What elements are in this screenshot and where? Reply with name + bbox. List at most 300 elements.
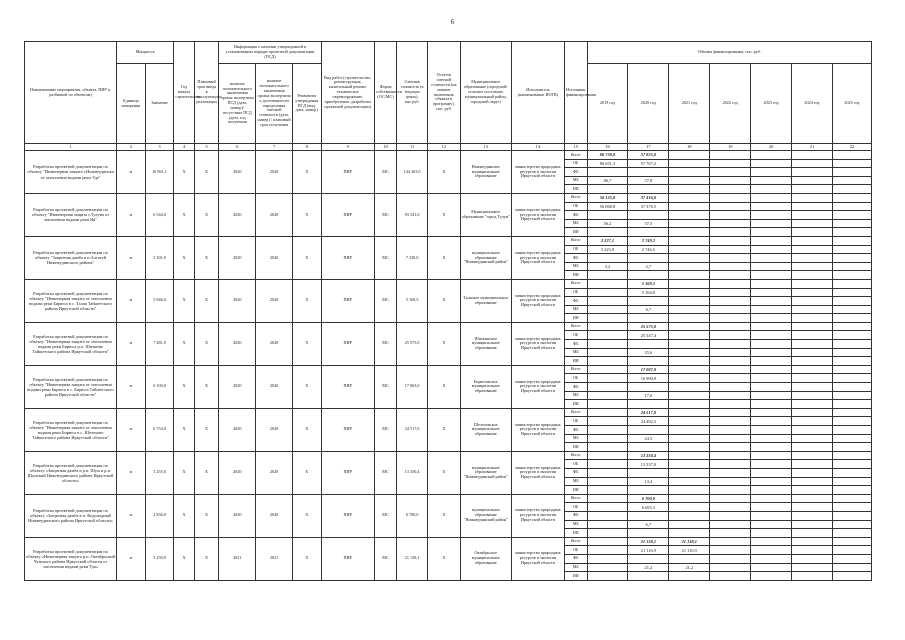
amount-2023 bbox=[751, 262, 792, 271]
table-row bbox=[25, 494, 872, 503]
row-ownership: МС bbox=[374, 322, 397, 365]
amount-2021 bbox=[669, 520, 710, 529]
column-number: 15 bbox=[565, 144, 588, 151]
amount-2025 bbox=[832, 434, 871, 443]
amount-2025 bbox=[832, 262, 871, 271]
row-funding-source: ИИ bbox=[565, 228, 588, 237]
row-name: Разработка проектной документации по объекту «Защитная дамба в п. Водопадный Нижнеудинского района Иркутской области» bbox=[25, 494, 117, 537]
amount-2021 bbox=[669, 374, 710, 383]
column-number: 9 bbox=[321, 144, 374, 151]
amount-2020: 2 746,5 bbox=[628, 245, 669, 254]
amount-2020: 57,8 bbox=[628, 176, 669, 185]
row-ownership: МС bbox=[374, 537, 397, 580]
amount-2025 bbox=[832, 460, 871, 469]
row-funding-source: ФБ bbox=[565, 383, 588, 392]
amount-2022 bbox=[710, 451, 751, 460]
amount-2024 bbox=[792, 451, 833, 460]
row-funding-source: ФБ bbox=[565, 511, 588, 520]
row-work-type: ПИР bbox=[321, 494, 374, 537]
amount-2022 bbox=[710, 546, 751, 555]
amount-2023 bbox=[751, 297, 792, 306]
row-funding-source: ИИ bbox=[565, 357, 588, 366]
amount-2019 bbox=[587, 365, 628, 374]
amount-2019 bbox=[587, 288, 628, 297]
amount-2019 bbox=[587, 451, 628, 460]
row-funding-source: ИИ bbox=[565, 572, 588, 581]
amount-2024 bbox=[792, 494, 833, 503]
amount-2019 bbox=[587, 546, 628, 555]
amount-2025 bbox=[832, 383, 871, 392]
row-value: 6 100,0 bbox=[145, 365, 174, 408]
row-ownership: МС bbox=[374, 193, 397, 236]
amount-2024 bbox=[792, 468, 833, 477]
amount-2020 bbox=[628, 314, 669, 323]
amount-2021 bbox=[669, 503, 710, 512]
row-funding-source: ФБ bbox=[565, 554, 588, 563]
amount-2023 bbox=[751, 193, 792, 202]
amount-2025 bbox=[832, 305, 871, 314]
amount-2020 bbox=[628, 357, 669, 366]
row-funding-source: Всего bbox=[565, 365, 588, 374]
amount-2025 bbox=[832, 271, 871, 280]
row-positive-conclusion-estimate: 2020 bbox=[256, 494, 293, 537]
row-planned-term: Х bbox=[194, 279, 219, 322]
amount-2024 bbox=[792, 563, 833, 572]
amount-2021 bbox=[669, 468, 710, 477]
amount-2024 bbox=[792, 417, 833, 426]
row-value: 7 481,0 bbox=[145, 322, 174, 365]
amount-2022 bbox=[710, 503, 751, 512]
amount-2019 bbox=[587, 563, 628, 572]
table-row bbox=[25, 236, 872, 245]
row-positive-conclusion: 2020 bbox=[219, 236, 256, 279]
amount-2021 bbox=[669, 331, 710, 340]
column-number: 17 bbox=[628, 144, 669, 151]
table-row bbox=[25, 322, 872, 331]
amount-2019 bbox=[587, 211, 628, 220]
row-remaining-cost: Х bbox=[427, 537, 460, 580]
amount-2025 bbox=[832, 340, 871, 349]
amount-2022 bbox=[710, 554, 751, 563]
row-work-type: ПИР bbox=[321, 537, 374, 580]
amount-2023 bbox=[751, 305, 792, 314]
table-row bbox=[25, 365, 872, 374]
amount-2025 bbox=[832, 537, 871, 546]
row-work-type: ПИР bbox=[321, 236, 374, 279]
row-funding-source: МБ bbox=[565, 348, 588, 357]
amount-2024 bbox=[792, 511, 833, 520]
row-approval: Х bbox=[292, 494, 321, 537]
amount-2019 bbox=[587, 391, 628, 400]
amount-2023 bbox=[751, 494, 792, 503]
row-funding-source: ФБ bbox=[565, 297, 588, 306]
amount-2022 bbox=[710, 245, 751, 254]
amount-2020 bbox=[628, 185, 669, 194]
amount-2021 bbox=[669, 391, 710, 400]
amount-2023 bbox=[751, 486, 792, 495]
row-positive-conclusion: 2020 bbox=[219, 151, 256, 194]
amount-2020: 25 547,4 bbox=[628, 331, 669, 340]
amount-2021 bbox=[669, 322, 710, 331]
amount-2021 bbox=[669, 460, 710, 469]
amount-2022 bbox=[710, 219, 751, 228]
amount-2024 bbox=[792, 357, 833, 366]
amount-2022 bbox=[710, 202, 751, 211]
row-estimated-cost: 25 575,0 bbox=[397, 322, 428, 365]
amount-2024 bbox=[792, 202, 833, 211]
amount-2024 bbox=[792, 383, 833, 392]
amount-2023 bbox=[751, 383, 792, 392]
row-work-type: ПИР bbox=[321, 408, 374, 451]
amount-2019: 86 738,0 bbox=[587, 151, 628, 160]
row-funding-source: МБ bbox=[565, 262, 588, 271]
row-start-year: Х bbox=[174, 322, 194, 365]
column-number: 4 bbox=[174, 144, 194, 151]
row-value: 3 301,0 bbox=[145, 236, 174, 279]
amount-2022 bbox=[710, 211, 751, 220]
row-executor: министерство природных ресурсов и экологии Иркутской области bbox=[511, 279, 564, 322]
header-executor: Исполнитель (наименование ИОГВ) bbox=[511, 42, 564, 144]
column-number: 8 bbox=[292, 144, 321, 151]
amount-2025 bbox=[832, 331, 871, 340]
amount-2020: 25 575,0 bbox=[628, 322, 669, 331]
row-work-type: ПИР bbox=[321, 151, 374, 194]
amount-2020: 13 337,0 bbox=[628, 460, 669, 469]
amount-2019 bbox=[587, 460, 628, 469]
amount-2024 bbox=[792, 219, 833, 228]
row-funding-source: ФБ bbox=[565, 168, 588, 177]
row-positive-conclusion: 2020 bbox=[219, 322, 256, 365]
row-planned-term: Х bbox=[194, 494, 219, 537]
amount-2023 bbox=[751, 400, 792, 409]
row-value: 6 544,0 bbox=[145, 193, 174, 236]
amount-2023 bbox=[751, 529, 792, 538]
amount-2022 bbox=[710, 520, 751, 529]
amount-2019: 3,2 bbox=[587, 262, 628, 271]
header-funding-source: Источники финансирования bbox=[565, 42, 588, 144]
row-positive-conclusion-estimate: 2021 bbox=[256, 537, 293, 580]
row-start-year: Х bbox=[174, 193, 194, 236]
row-remaining-cost: Х bbox=[427, 279, 460, 322]
amount-2025 bbox=[832, 563, 871, 572]
amount-2020 bbox=[628, 400, 669, 409]
amount-2019 bbox=[587, 228, 628, 237]
row-funding-source: Всего bbox=[565, 322, 588, 331]
amount-2019 bbox=[587, 314, 628, 323]
row-value: 5 255,0 bbox=[145, 451, 174, 494]
header-positive-conclusion: наличие положительного заключения органа экспертизы ПСД (дата, номер)/ отсутствие ПСД (дата, год получения bbox=[219, 64, 256, 144]
amount-2022 bbox=[710, 236, 751, 245]
amount-2024 bbox=[792, 271, 833, 280]
amount-2025 bbox=[832, 391, 871, 400]
amount-2020 bbox=[628, 168, 669, 177]
amount-2020 bbox=[628, 211, 669, 220]
amount-2025 bbox=[832, 529, 871, 538]
header-value: Значение bbox=[145, 64, 174, 144]
row-funding-source: ИИ bbox=[565, 529, 588, 538]
row-estimated-cost: 24 517,0 bbox=[397, 408, 428, 451]
amount-2019 bbox=[587, 254, 628, 263]
row-municipality: Октябрьское муниципальное образование bbox=[460, 537, 511, 580]
amount-2024 bbox=[792, 400, 833, 409]
amount-2019 bbox=[587, 520, 628, 529]
row-remaining-cost: Х bbox=[427, 365, 460, 408]
amount-2021 bbox=[669, 529, 710, 538]
amount-2019 bbox=[587, 511, 628, 520]
row-planned-term: Х bbox=[194, 451, 219, 494]
amount-2019 bbox=[587, 434, 628, 443]
row-funding-source: ИИ bbox=[565, 271, 588, 280]
row-name: Разработка проектной документации по объекту "Инженерная защита от затопления водами реки Бирюса в с. Талая Тайшетского района Иркутской области" bbox=[25, 279, 117, 322]
amount-2023 bbox=[751, 254, 792, 263]
row-positive-conclusion: 2020 bbox=[219, 365, 256, 408]
amount-2020 bbox=[628, 297, 669, 306]
row-unit: м bbox=[117, 193, 146, 236]
amount-2023 bbox=[751, 451, 792, 460]
amount-2020: 37,5 bbox=[628, 219, 669, 228]
column-number: 20 bbox=[751, 144, 792, 151]
row-name: Разработка проектной документации по объекту "Инженерная защита от затопления водами реки Бирюса в с. Бирюса Тайшетского района Иркутской области" bbox=[25, 365, 117, 408]
amount-2020 bbox=[628, 271, 669, 280]
row-name: Разработка проектной документации по объекту «Инженерная защита р.п. Октябрьский Чунского района Иркутской области от затопления водами реки Уда» bbox=[25, 537, 117, 580]
amount-2023 bbox=[751, 537, 792, 546]
amount-2019 bbox=[587, 554, 628, 563]
amount-2022 bbox=[710, 434, 751, 443]
amount-2024 bbox=[792, 348, 833, 357]
amount-2021 bbox=[669, 365, 710, 374]
amount-2025 bbox=[832, 245, 871, 254]
amount-2024 bbox=[792, 297, 833, 306]
amount-2022 bbox=[710, 365, 751, 374]
amount-2023 bbox=[751, 176, 792, 185]
row-funding-source: Всего bbox=[565, 408, 588, 417]
amount-2023 bbox=[751, 434, 792, 443]
amount-2022 bbox=[710, 400, 751, 409]
amount-2023 bbox=[751, 374, 792, 383]
amount-2021 bbox=[669, 486, 710, 495]
row-funding-source: ОБ bbox=[565, 417, 588, 426]
amount-2019: 3 227,1 bbox=[587, 236, 628, 245]
amount-2020 bbox=[628, 443, 669, 452]
amount-2024 bbox=[792, 365, 833, 374]
amount-2019: 86 651,3 bbox=[587, 159, 628, 168]
amount-2021 bbox=[669, 193, 710, 202]
row-name: Разработка проектной документации по объекту "Инженерная защита от затопления водами реки Бирюса в с. Шелехово Тайшетского района Иркутской области" bbox=[25, 408, 117, 451]
row-municipality: Тальское муниципальное образование bbox=[460, 279, 511, 322]
header-start-year: Год начала строительства bbox=[174, 42, 194, 144]
row-positive-conclusion-estimate: 2020 bbox=[256, 151, 293, 194]
amount-2023 bbox=[751, 511, 792, 520]
amount-2020: 13,4 bbox=[628, 477, 669, 486]
amount-2021 bbox=[669, 400, 710, 409]
amount-2021 bbox=[669, 314, 710, 323]
amount-2022 bbox=[710, 391, 751, 400]
row-planned-term: Х bbox=[194, 193, 219, 236]
amount-2024 bbox=[792, 572, 833, 581]
row-municipality: муниципальное образование "Нижнеудинский район" bbox=[460, 451, 511, 494]
amount-2025 bbox=[832, 451, 871, 460]
row-funding-source: ИИ bbox=[565, 486, 588, 495]
amount-2025 bbox=[832, 443, 871, 452]
row-funding-source: Всего bbox=[565, 151, 588, 160]
column-number: 12 bbox=[427, 144, 460, 151]
amount-2022 bbox=[710, 279, 751, 288]
page-number: 6 bbox=[450, 18, 455, 26]
amount-2020: 21 116,9 bbox=[628, 546, 669, 555]
amount-2024 bbox=[792, 185, 833, 194]
row-unit: м bbox=[117, 236, 146, 279]
header-positive-conclusion-estimate: наличие положительного заключения органа экспертизы о достоверности определения сметной стоимости (дата, номер) / плановый срок получения bbox=[256, 64, 293, 144]
amount-2022 bbox=[710, 426, 751, 435]
amount-2025 bbox=[832, 159, 871, 168]
amount-2020 bbox=[628, 383, 669, 392]
row-funding-source: ОБ bbox=[565, 288, 588, 297]
row-funding-source: ОБ bbox=[565, 202, 588, 211]
column-number: 19 bbox=[710, 144, 751, 151]
column-number: 6 bbox=[219, 144, 256, 151]
amount-2022 bbox=[710, 383, 751, 392]
amount-2024 bbox=[792, 236, 833, 245]
amount-2025 bbox=[832, 279, 871, 288]
amount-2025 bbox=[832, 426, 871, 435]
amount-2023 bbox=[751, 503, 792, 512]
amount-2020: 21,2 bbox=[628, 563, 669, 572]
amount-2019 bbox=[587, 305, 628, 314]
amount-2024 bbox=[792, 314, 833, 323]
row-positive-conclusion-estimate: 2020 bbox=[256, 279, 293, 322]
amount-2020: 13 350,4 bbox=[628, 451, 669, 460]
amount-2021 bbox=[669, 262, 710, 271]
amount-2025 bbox=[832, 546, 871, 555]
amount-2019 bbox=[587, 503, 628, 512]
row-planned-term: Х bbox=[194, 322, 219, 365]
row-unit: м bbox=[117, 537, 146, 580]
amount-2024 bbox=[792, 374, 833, 383]
amount-2023 bbox=[751, 357, 792, 366]
header-ownership: Форма собственности (ОС/МС) bbox=[374, 42, 397, 144]
row-funding-source: ФБ bbox=[565, 340, 588, 349]
amount-2021 bbox=[669, 357, 710, 366]
amount-2020 bbox=[628, 554, 669, 563]
amount-2024 bbox=[792, 477, 833, 486]
amount-2021 bbox=[669, 408, 710, 417]
amount-2023 bbox=[751, 288, 792, 297]
column-number: 5 bbox=[194, 144, 219, 151]
row-remaining-cost: Х bbox=[427, 193, 460, 236]
header-work-type: Вид работ (строительство, реконструкция, капитальный ремонт, техническое перевооружение, приобретение, разработка проектной документации) bbox=[321, 42, 374, 144]
amount-2021 bbox=[669, 383, 710, 392]
amount-2024 bbox=[792, 193, 833, 202]
header-year: 2023 год bbox=[751, 64, 792, 144]
table-row bbox=[25, 537, 872, 546]
amount-2022 bbox=[710, 460, 751, 469]
amount-2020: 2,7 bbox=[628, 262, 669, 271]
column-number: 18 bbox=[669, 144, 710, 151]
row-funding-source: ОБ bbox=[565, 460, 588, 469]
amount-2021 bbox=[669, 572, 710, 581]
row-estimated-cost: 21 138,1 bbox=[397, 537, 428, 580]
table-row bbox=[25, 151, 872, 160]
row-ownership: МС bbox=[374, 279, 397, 322]
amount-2025 bbox=[832, 168, 871, 177]
row-start-year: Х bbox=[174, 408, 194, 451]
row-funding-source: МБ bbox=[565, 176, 588, 185]
row-work-type: ПИР bbox=[321, 193, 374, 236]
amount-2021 bbox=[669, 417, 710, 426]
row-name: Разработка проектной документации по объекту "Инженерная защита г.Нижнеудинска от затопления водами реки Уда" bbox=[25, 151, 117, 194]
header-year: 2022 год bbox=[710, 64, 751, 144]
amount-2024 bbox=[792, 434, 833, 443]
amount-2019 bbox=[587, 408, 628, 417]
row-funding-source: МБ bbox=[565, 520, 588, 529]
row-unit: м bbox=[117, 451, 146, 494]
row-unit: м bbox=[117, 494, 146, 537]
row-funding-source: МБ bbox=[565, 434, 588, 443]
row-value: 5 946,0 bbox=[145, 279, 174, 322]
column-number: 13 bbox=[460, 144, 511, 151]
row-remaining-cost: Х bbox=[427, 408, 460, 451]
amount-2023 bbox=[751, 279, 792, 288]
amount-2021 bbox=[669, 236, 710, 245]
row-ownership: МС bbox=[374, 494, 397, 537]
row-funding-source: ИИ bbox=[565, 400, 588, 409]
amount-2022 bbox=[710, 331, 751, 340]
row-municipality: муниципальное образование "Нижнеудинский район" bbox=[460, 494, 511, 537]
amount-2020: 21 138,1 bbox=[628, 537, 669, 546]
amount-2024 bbox=[792, 245, 833, 254]
amount-2023 bbox=[751, 219, 792, 228]
amount-2024 bbox=[792, 486, 833, 495]
amount-2020 bbox=[628, 486, 669, 495]
row-name: Разработка проектной документации по объекту "Инженерная защита г.Тулуна от затопления водами реки Ия" bbox=[25, 193, 117, 236]
row-funding-source: Всего bbox=[565, 451, 588, 460]
amount-2020: 57 825,0 bbox=[628, 151, 669, 160]
row-start-year: Х bbox=[174, 494, 194, 537]
header-year: 2024 год bbox=[792, 64, 833, 144]
amount-2024 bbox=[792, 159, 833, 168]
amount-2019: 3 223,9 bbox=[587, 245, 628, 254]
amount-2024 bbox=[792, 262, 833, 271]
amount-2025 bbox=[832, 219, 871, 228]
amount-2020: 37 416,0 bbox=[628, 193, 669, 202]
row-start-year: Х bbox=[174, 151, 194, 194]
row-name: Разработка проектной документации по объекту "Инженерная защита от затопления водами реки Бирюса р.п. Шиткино Тайшетского района Иркутской области" bbox=[25, 322, 117, 365]
amount-2024 bbox=[792, 537, 833, 546]
amount-2019 bbox=[587, 486, 628, 495]
row-value: 6 754,0 bbox=[145, 408, 174, 451]
amount-2023 bbox=[751, 202, 792, 211]
amount-2025 bbox=[832, 322, 871, 331]
amount-2021 bbox=[669, 168, 710, 177]
amount-2023 bbox=[751, 408, 792, 417]
row-funding-source: ОБ bbox=[565, 159, 588, 168]
amount-2025 bbox=[832, 486, 871, 495]
amount-2019 bbox=[587, 185, 628, 194]
amount-2025 bbox=[832, 193, 871, 202]
amount-2025 bbox=[832, 365, 871, 374]
row-work-type: ПИР bbox=[321, 365, 374, 408]
amount-2022 bbox=[710, 537, 751, 546]
row-planned-term: Х bbox=[194, 365, 219, 408]
amount-2024 bbox=[792, 288, 833, 297]
row-executor: министерство природных ресурсов и экологии Иркутской области bbox=[511, 365, 564, 408]
amount-2023 bbox=[751, 365, 792, 374]
row-value: 2 836,0 bbox=[145, 494, 174, 537]
row-executor: министерство природных ресурсов и экологии Иркутской области bbox=[511, 193, 564, 236]
row-estimated-cost: 93 541,0 bbox=[397, 193, 428, 236]
row-funding-source: ОБ bbox=[565, 331, 588, 340]
amount-2020: 24 517,0 bbox=[628, 408, 669, 417]
